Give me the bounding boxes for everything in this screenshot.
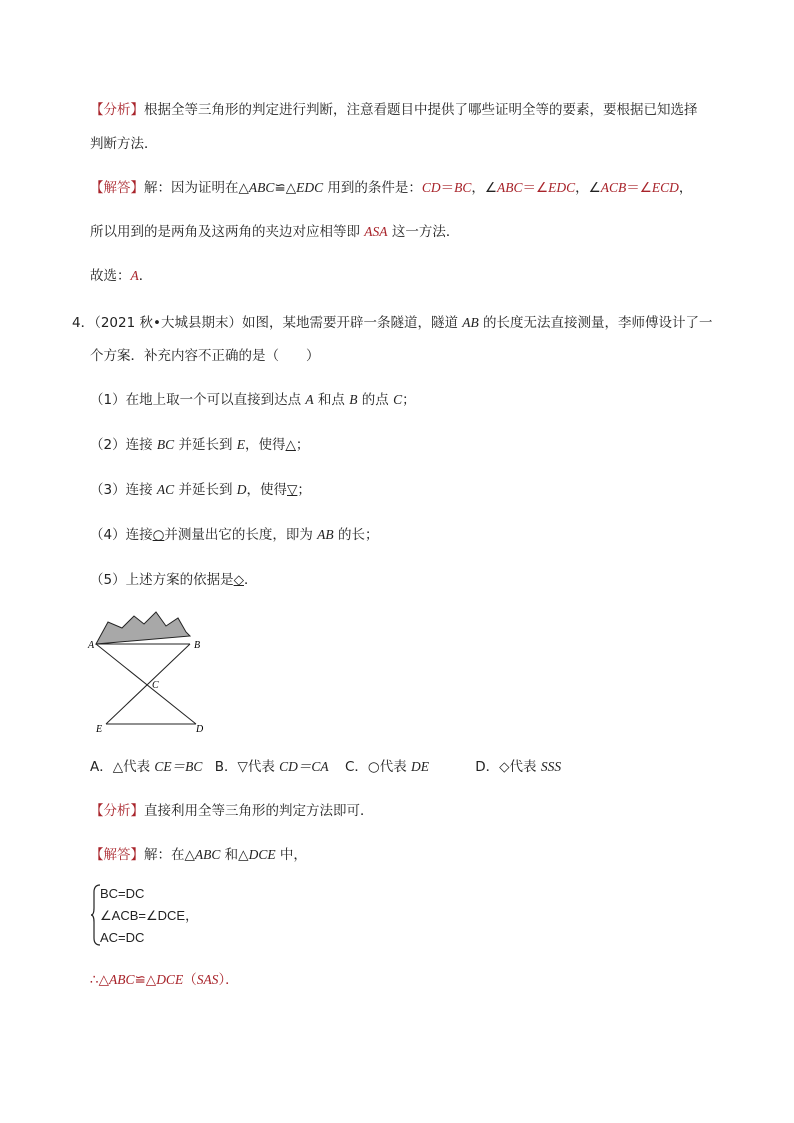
sep-1: ，∠ — [471, 180, 498, 196]
analysis-text-2: 判断方法． — [90, 136, 158, 152]
step2-bc: BC — [156, 437, 175, 452]
step2-text-d: ； — [295, 437, 310, 453]
system-eq-2: ∠ACB=∠DCE， — [100, 908, 199, 923]
choose-value: A — [130, 268, 139, 283]
step4-text-a: （4）连接 — [90, 527, 153, 543]
answer-lead: 解：因为证明在△ — [144, 180, 249, 196]
analysis-text: 根据全等三角形的判定进行判断，注意看题目中提供了哪些证明全等的要素，要根据已知选择 — [144, 102, 698, 118]
choose-line — [90, 266, 152, 286]
system-eq-1: BC=DC — [100, 886, 145, 901]
conclusion-paren-open: （ — [183, 972, 197, 988]
option-a[interactable] — [90, 759, 202, 775]
step2-text-c: ，使得 — [245, 437, 286, 453]
segment-be — [106, 644, 190, 724]
option-a-label: A．△代表 — [90, 759, 155, 775]
conclusion-sas: SAS — [196, 972, 219, 987]
triangle-down-symbol: ▽ — [287, 482, 298, 498]
answer2-triangle-abc: ABC — [194, 847, 221, 862]
answer-mid: 用到的条件是： — [323, 180, 422, 196]
step2-text-b: 并延长到 — [174, 437, 237, 453]
option-d[interactable] — [475, 759, 561, 775]
tunnel-ab: AB — [462, 315, 479, 330]
step4-ab: AB — [317, 527, 334, 542]
answer-tag: 【解答】 — [90, 180, 144, 196]
step3-point-d: D — [236, 482, 247, 497]
triangle-edc: EDC — [296, 180, 324, 195]
option-c-value: DE — [410, 759, 429, 774]
step1-point-c: C — [393, 392, 403, 407]
step1-text-d: ； — [402, 392, 416, 408]
conclusion-line — [90, 970, 239, 990]
diamond-symbol: ◇ — [233, 572, 244, 588]
answer2-tag: 【解答】 — [90, 847, 144, 863]
answer2-triangle-dce: DCE — [248, 847, 276, 862]
step1-text-a: （1）在地上取一个可以直接到达点 — [90, 392, 306, 408]
cond-bc: BC — [454, 180, 472, 195]
cond-cd: CD — [421, 180, 441, 195]
analysis2-tag: 【分析】 — [90, 803, 144, 819]
step3-text-b: 并延长到 — [174, 482, 237, 498]
choose-end: ． — [138, 268, 153, 284]
answer2-and: 和△ — [220, 847, 249, 863]
answer-line2a: 所以用到的是两角及这两角的夹边对应相等即 — [90, 224, 365, 240]
analysis-line-1 — [90, 100, 698, 120]
cond-edc: EDC — [548, 180, 576, 195]
question-line-2 — [90, 346, 320, 366]
option-d-label: D．◇代表 — [475, 759, 541, 775]
question-line-1 — [72, 313, 713, 333]
question-source: （2021 秋•大城县期末）如图，某地需要开辟一条隧道，隧道 — [94, 315, 463, 331]
option-a-value: CE＝BC — [154, 759, 203, 774]
label-c: C — [152, 680, 159, 691]
step2-point-e: E — [236, 437, 245, 452]
question-prompt: 个方案．补充内容不正确的是（ ） — [90, 348, 320, 364]
step3-text-a: （3）连接 — [90, 482, 157, 498]
sep-2: ，∠ — [575, 180, 601, 196]
option-b-value: CD＝CA — [279, 759, 329, 774]
cond-ecd: ECD — [651, 180, 679, 195]
triangle-abc: ABC — [248, 180, 275, 195]
option-b[interactable] — [215, 759, 329, 775]
step1-point-b: B — [349, 392, 358, 407]
step4-text-b: 并测量出它的长度，即为 — [164, 527, 318, 543]
option-b-label: B．▽代表 — [214, 759, 280, 775]
answer-line-2 — [90, 222, 459, 242]
conclusion-dce: DCE — [156, 972, 184, 987]
triangle-up-symbol: △ — [285, 437, 296, 453]
analysis-line-2 — [90, 134, 158, 154]
step3-text-d: ； — [297, 482, 311, 498]
label-d: D — [196, 724, 204, 735]
segment-ad — [96, 644, 196, 724]
analysis-tag: 【分析】 — [90, 102, 144, 118]
question-rest: 的长度无法直接测量，李师傅设计了一 — [478, 315, 713, 331]
question-number: 4． — [72, 315, 95, 331]
mountain-shape — [96, 612, 190, 644]
conclusion-cong: ≌△ — [134, 972, 157, 988]
step1-text-c: 的点 — [357, 392, 394, 408]
answer2-end: 中， — [275, 847, 307, 863]
conclusion-abc: ABC — [108, 972, 135, 987]
analysis2-text: 直接利用全等三角形的判定方法即可． — [144, 803, 374, 819]
answer-end: ， — [678, 180, 693, 196]
option-c-label: C．○代表 — [344, 759, 411, 775]
step5-text-b: ． — [243, 572, 258, 588]
options-line — [90, 757, 561, 777]
cond-acb: ACB — [600, 180, 627, 195]
answer-line2b: 这一方法． — [387, 224, 460, 240]
analysis2-line — [90, 801, 374, 821]
answer-line-1 — [90, 178, 692, 198]
circle-symbol: ○ — [152, 527, 165, 543]
cond-abc: ABC — [497, 180, 523, 195]
step-5 — [90, 570, 257, 590]
step1-text-b: 和点 — [313, 392, 350, 408]
choose-label: 故选： — [90, 268, 131, 284]
eq-2: ＝∠ — [522, 180, 549, 196]
label-e: E — [96, 724, 103, 735]
step1-point-a: A — [305, 392, 314, 407]
step4-text-c: 的长； — [333, 527, 379, 543]
step3-ac: AC — [156, 482, 175, 497]
step-3 — [90, 480, 311, 500]
option-c[interactable] — [345, 759, 429, 775]
step-2 — [90, 435, 309, 455]
eq-1: ＝ — [440, 180, 455, 196]
tunnel-figure — [86, 606, 216, 736]
option-d-value: SSS — [540, 759, 562, 774]
step-1 — [90, 390, 416, 410]
answer2-line — [90, 845, 307, 865]
conclusion-therefore: ∴△ — [90, 972, 109, 988]
method-asa: ASA — [364, 224, 388, 239]
eq-3: ＝∠ — [626, 180, 652, 196]
label-b: B — [194, 640, 201, 651]
step2-text-a: （2）连接 — [90, 437, 157, 453]
step3-text-c: ，使得 — [246, 482, 287, 498]
answer2-lead: 解：在△ — [144, 847, 195, 863]
label-a: A — [88, 640, 95, 651]
step-4 — [90, 525, 378, 545]
conclusion-paren-close: ）． — [218, 972, 239, 988]
step5-text-a: （5）上述方案的依据是 — [90, 572, 234, 588]
system-eq-3: AC=DC — [100, 930, 145, 945]
congruent-symbol: ≌△ — [274, 180, 297, 196]
